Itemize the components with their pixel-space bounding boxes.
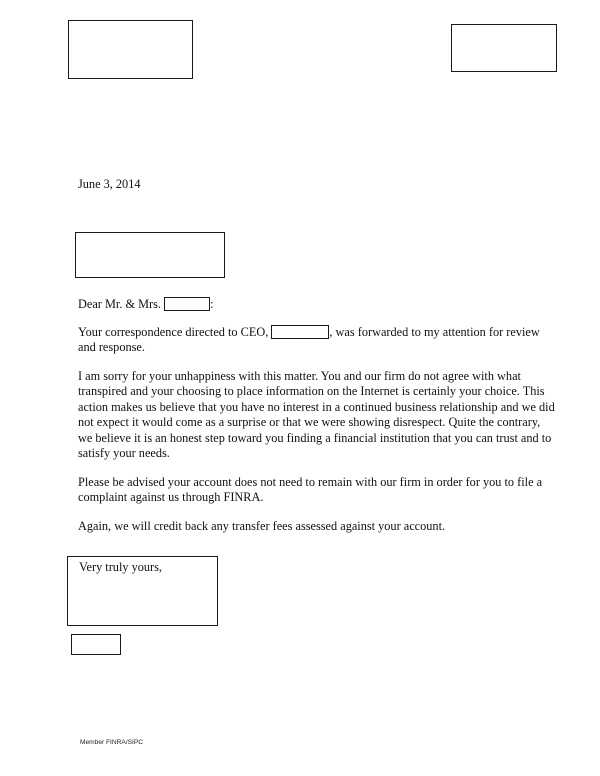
paragraph-1-line-1 xyxy=(78,325,578,340)
paragraph-1-text-after: , was forwarded to my attention for review xyxy=(329,325,540,339)
salutation-suffix: : xyxy=(210,297,214,311)
paragraph-2-line: satisfy your needs. xyxy=(78,446,170,460)
redacted-recipient-address xyxy=(75,232,225,278)
closing: Very truly yours, xyxy=(79,560,162,574)
redacted-ceo-name xyxy=(271,325,329,339)
paragraph-1-text-before: Your correspondence directed to CEO, xyxy=(78,325,269,339)
paragraph-3-line: complaint against us through FINRA. xyxy=(78,490,264,504)
paragraph-2-line: not expect it would come as a surprise or that we were showing disrespect. Quite the contrary, xyxy=(78,415,541,429)
salutation xyxy=(78,297,578,312)
redacted-recipient-name xyxy=(164,297,210,311)
redacted-letterhead-address xyxy=(451,24,557,72)
paragraph-3-line: Please be advised your account does not need to remain with our firm in order for you to file a xyxy=(78,475,543,489)
paragraph-2-line: transpired and your choosing to place information on the Internet is certainly your choice. This xyxy=(78,384,545,398)
salutation-prefix: Dear Mr. & Mrs. xyxy=(78,297,161,311)
paragraph-2-line: action makes us believe that you have no interest in a continued business relationship and we did xyxy=(78,400,555,414)
redacted-signer-name xyxy=(71,634,121,655)
footer-member-text: Member FINRA/SIPC xyxy=(80,739,144,746)
paragraph-1-line-2: and response. xyxy=(78,340,145,354)
paragraph-2-line: I am sorry for your unhappiness with this matter. You and our firm do not agree with what xyxy=(78,369,521,383)
letter-date: June 3, 2014 xyxy=(78,177,141,191)
redacted-letterhead-logo xyxy=(68,20,193,79)
paragraph-2-line: we believe it is an honest step toward you finding a financial institution that you can trust and to xyxy=(78,431,552,445)
paragraph-4-line: Again, we will credit back any transfer fees assessed against your account. xyxy=(78,519,446,533)
